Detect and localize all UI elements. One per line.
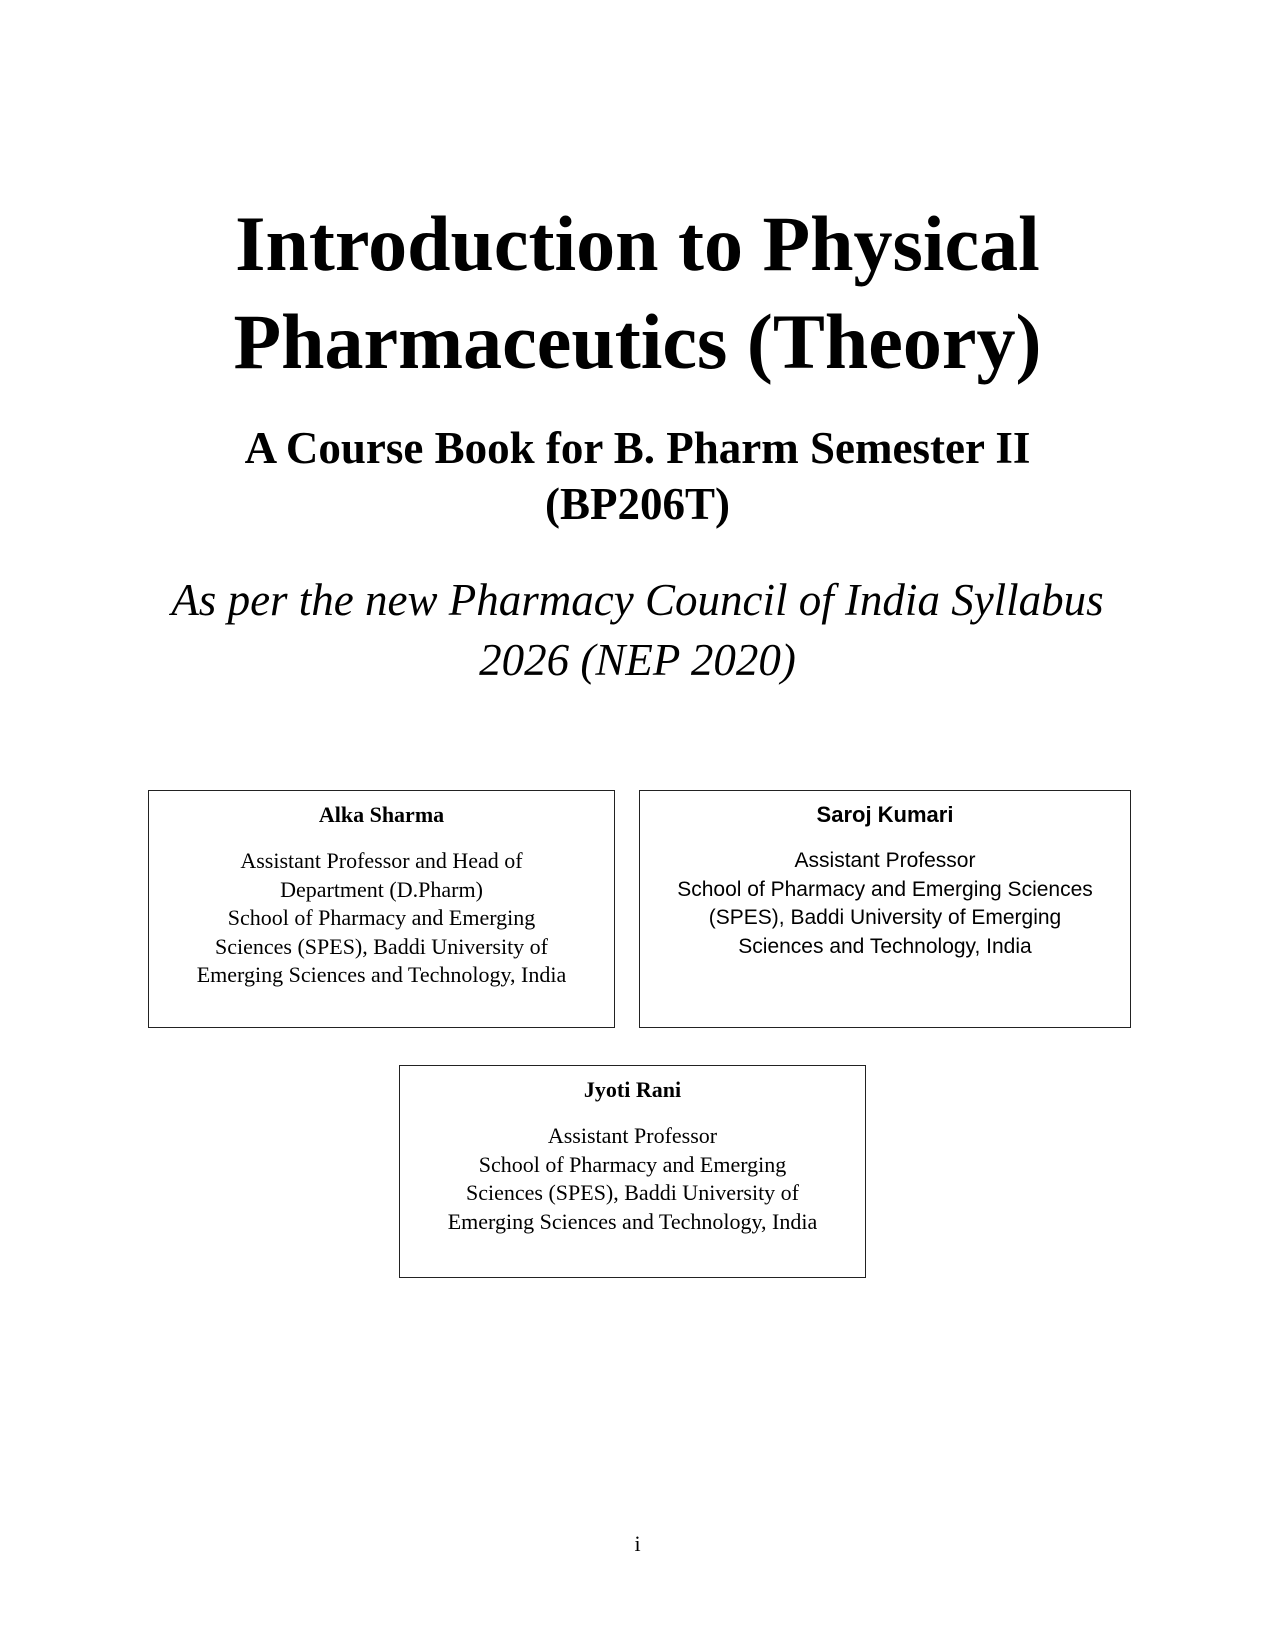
author-affiliation-line: Emerging Sciences and Technology, India	[196, 962, 567, 987]
author-card-alka-sharma	[148, 790, 615, 1028]
book-subtitle-line-1: A Course Book for B. Pharm Semester II	[244, 423, 1031, 473]
author-affiliation-line: Sciences (SPES), Baddi University of	[465, 1180, 800, 1205]
book-subtitle-line-2: (BP206T)	[545, 479, 730, 529]
author-affiliation-line: (SPES), Baddi University of Emerging	[708, 906, 1062, 929]
author-affiliation-line: School of Pharmacy and Emerging	[227, 905, 536, 930]
author-affiliation-line: Sciences and Technology, India	[738, 934, 1032, 958]
author-affiliation-line: Assistant Professor	[794, 849, 976, 872]
author-card-saroj-kumari	[639, 790, 1131, 1028]
page-number: i	[634, 1531, 641, 1556]
author-affiliation-line: Emerging Sciences and Technology, India	[447, 1208, 818, 1234]
syllabus-tagline	[0, 570, 1275, 690]
syllabus-tagline-line-2: 2026 (NEP 2020)	[479, 635, 796, 685]
author-affiliation-line: Department (D.Pharm)	[280, 876, 483, 902]
author-affiliation-line: School of Pharmacy and Emerging	[478, 1151, 787, 1177]
syllabus-tagline-line-1: As per the new Pharmacy Council of India Syllabus	[171, 575, 1104, 625]
book-subtitle	[0, 420, 1275, 532]
author-affiliation-line: School of Pharmacy and Emerging Sciences	[677, 877, 1093, 901]
book-title-line-1: Introduction to Physical	[235, 200, 1040, 287]
book-title	[0, 195, 1275, 391]
author-affiliation-line: Assistant Professor	[547, 1123, 718, 1148]
book-title-line-2: Pharmaceutics (Theory)	[233, 298, 1042, 385]
author-affiliation-line: Assistant Professor and Head of	[240, 848, 523, 873]
author-name: Saroj Kumari	[816, 802, 954, 827]
author-name: Alka Sharma	[318, 802, 445, 827]
author-name: Jyoti Rani	[583, 1077, 682, 1102]
author-affiliation-line: Sciences (SPES), Baddi University of	[214, 933, 549, 959]
author-card-jyoti-rani	[399, 1065, 866, 1278]
